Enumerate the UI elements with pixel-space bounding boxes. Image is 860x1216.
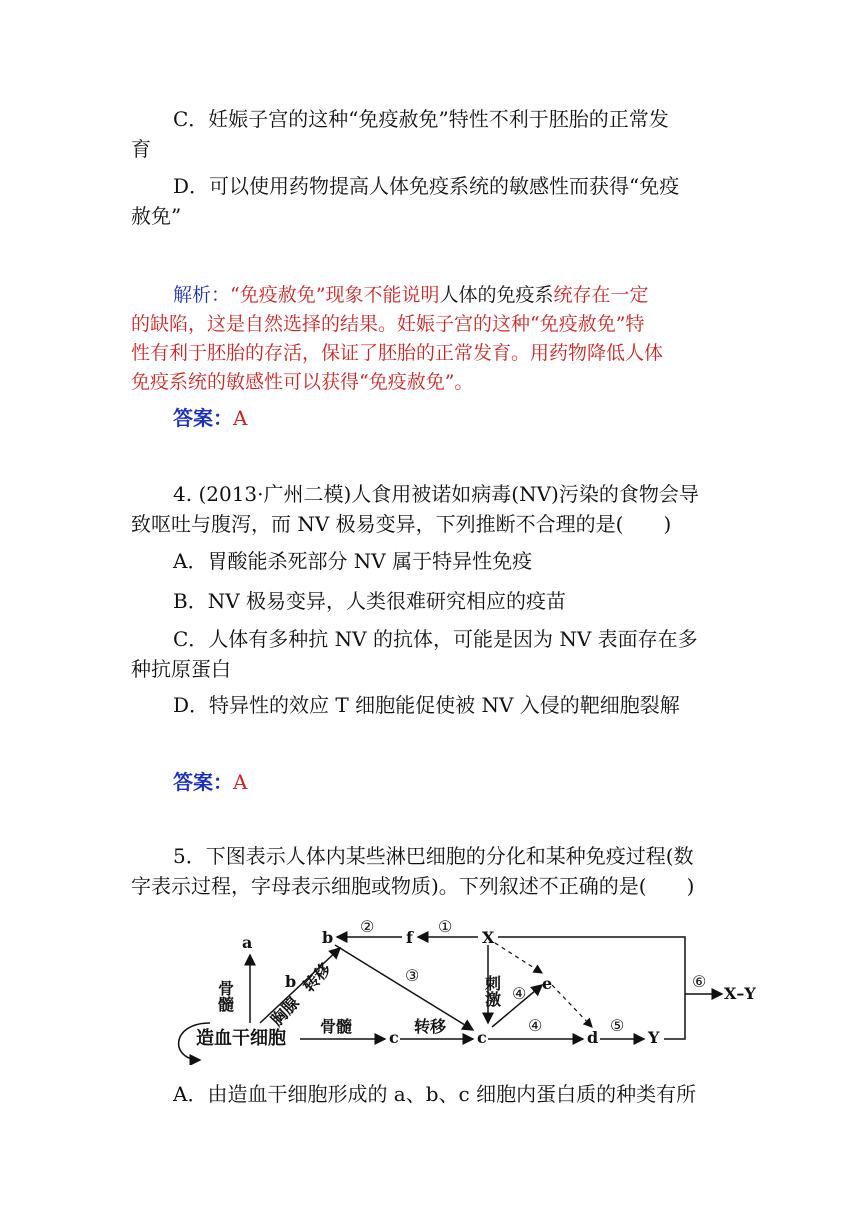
- q5-option-a-line1: A．由造血干细胞形成的 a、b、c 细胞内蛋白质的种类有所: [173, 1082, 697, 1106]
- node-b-mid: b: [285, 972, 297, 991]
- q5-stem-line1: 5．下图表示人体内某些淋巴细胞的分化和某种免疫过程(数: [173, 844, 694, 868]
- q4-option-b: B．NV 极易变异，人类很难研究相应的疫苗: [173, 589, 566, 613]
- analysis-label: 解析：: [173, 284, 231, 306]
- q4-stem-line1: 4. (2013·广州二模)人食用被诺如病毒(NV)污染的食物会导: [173, 482, 699, 506]
- q3-answer: [173, 403, 773, 433]
- node-c-left: c: [389, 1028, 399, 1047]
- line-y-to-bracket: [664, 994, 685, 1039]
- node-e: e: [542, 974, 553, 993]
- label-ciji: 刺激: [482, 975, 502, 1007]
- answer-label: 答案：: [173, 770, 233, 794]
- arrow-e-to-d-dashed: [552, 985, 592, 1027]
- node-f: f: [406, 928, 413, 947]
- arrow-x-to-e-dashed: [495, 943, 542, 973]
- q3-option-c-line1: C．妊娠子宫的这种“免疫赦免”特性不利于胚胎的正常发: [173, 107, 669, 131]
- q4-option-a: A．胃酸能杀死部分 NV 属于特异性免疫: [173, 549, 533, 573]
- q3-analysis-line3: 性有利于胚胎的存活，保证了胚胎的正常发育。用药物降低人体: [131, 342, 664, 364]
- node-x: X: [482, 928, 495, 947]
- node-c-mid: c: [477, 1028, 487, 1047]
- stem-cell-label: 造血干细胞: [196, 1028, 286, 1049]
- lymphocyte-diagram: [170, 915, 770, 1065]
- analysis-text-a: “免疫赦免”现象不能说明: [230, 284, 440, 306]
- label-zhuanyi-diag: 转移: [299, 959, 335, 996]
- q4-stem-line2: 致呕吐与腹泻，而 NV 极易变异，下列推断不合理的是( ): [131, 512, 672, 536]
- node-xy: X–Y: [724, 984, 756, 1003]
- node-a: a: [242, 933, 253, 952]
- q3-analysis-line2: 的缺陷，这是自然选择的结果。妊娠子宫的这种“免疫赦免”特: [131, 313, 645, 335]
- label-zhuanyi-horiz: 转移: [414, 1017, 447, 1036]
- label-gusui-vert: 骨髓: [215, 980, 235, 1012]
- step-1: ①: [438, 917, 453, 936]
- q4-answer: [173, 767, 773, 797]
- node-y: Y: [648, 1028, 660, 1047]
- q3-option-d-line2: 赦免”: [131, 204, 182, 228]
- label-xiongxian: 胸腺: [267, 993, 303, 1030]
- node-b-top: b: [322, 928, 334, 947]
- answer-value: A: [233, 770, 248, 794]
- step-3: ③: [405, 966, 420, 985]
- analysis-text-b: 人体的免疫系: [439, 284, 554, 306]
- step-6: ⑥: [692, 972, 707, 991]
- q3-option-c-line2: 育: [131, 137, 151, 161]
- q3-option-d-line1: D．可以使用药物提高人体免疫系统的敏感性而获得“免疫: [173, 174, 680, 198]
- step-2: ②: [360, 917, 375, 936]
- q3-analysis-line4: 免疫系统的敏感性可以获得“免疫赦免”。: [131, 371, 474, 393]
- arrow-b-to-c: [335, 945, 473, 1030]
- step-4a: ④: [512, 984, 527, 1003]
- q4-option-c-line1: C．人体有多种抗 NV 的抗体，可能是因为 NV 表面存在多: [173, 627, 698, 651]
- step-4b: ④: [528, 1016, 543, 1035]
- node-d: d: [587, 1028, 599, 1047]
- q4-option-c-line2: 种抗原蛋白: [131, 657, 231, 681]
- answer-label: 答案：: [173, 406, 233, 430]
- analysis-text-c: 统存在一定: [553, 284, 649, 306]
- step-5: ⑤: [610, 1016, 625, 1035]
- q4-option-d: D．特异性的效应 T 细胞能促使被 NV 入侵的靶细胞裂解: [173, 693, 680, 717]
- q5-stem-line2: 字表示过程，字母表示细胞或物质)。下列叙述不正确的是( ): [131, 874, 695, 898]
- label-gusui-horiz: 骨髓: [320, 1017, 353, 1036]
- answer-value: A: [233, 406, 248, 430]
- q3-analysis-line1: [173, 280, 773, 310]
